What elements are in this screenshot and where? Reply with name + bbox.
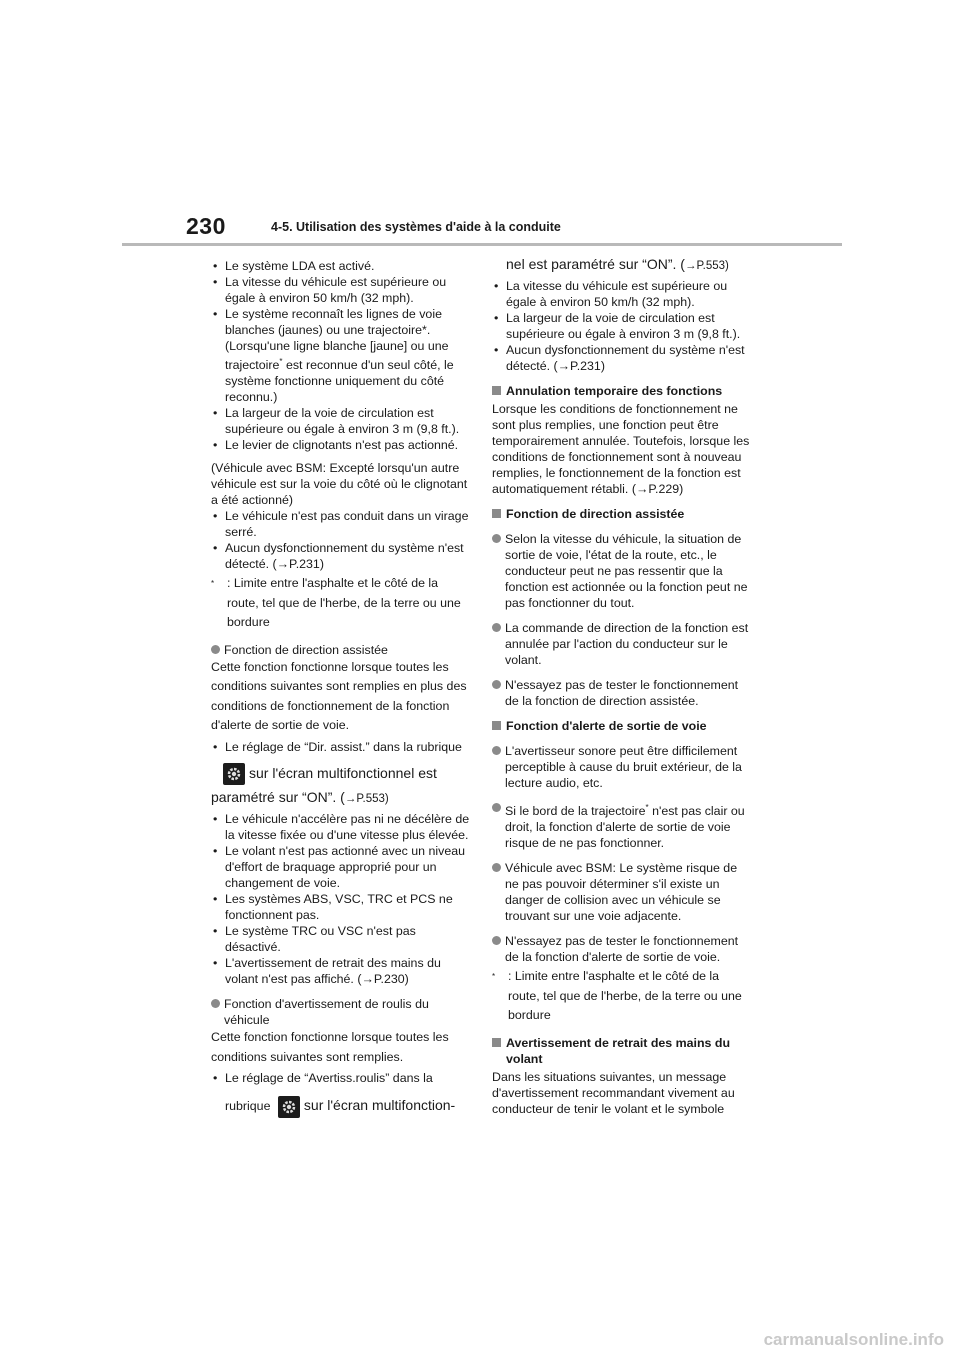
list-item: • La largeur de la voie de circulation est supérieure ou égale à environ 3 m (9,8 ft.).	[492, 310, 754, 342]
bullet-circle-icon	[492, 803, 501, 812]
list-item: N'essayez pas de tester le fonctionnement de la fonction d'alerte de sortie de voie.	[492, 933, 754, 965]
subsection-heading: Fonction de direction assistée	[211, 642, 471, 658]
list-item: • Le véhicule n'accélère pas ni ne décélère de la vitesse fixée ou d'une vitesse plus élevée.	[211, 811, 471, 843]
footnote: * : Limite entre l'asphalte et le côté de la route, tel que de l'herbe, de la terre ou une bordure	[492, 969, 742, 1023]
list-item: • Le réglage de “Dir. assist.” dans la rubrique	[211, 738, 471, 758]
section-heading: Fonction d'alerte de sortie de voie	[492, 718, 754, 734]
section-heading: Annulation temporaire des fonctions	[492, 383, 754, 399]
section-title: 4-5. Utilisation des systèmes d'aide à la conduite	[271, 220, 561, 234]
bullet-circle-icon	[211, 999, 220, 1008]
list-item: Selon la vitesse du véhicule, la situation de sortie de voie, l'état de la route, etc., le conducteur peut ne pas ressentir que la fonction est actionnée ou la fonction peut ne pas fonctionner du tout.	[492, 531, 754, 611]
list-item: La commande de direction de la fonction est annulée par l'action du conducteur sur le volant.	[492, 620, 754, 668]
list-item: L'avertisseur sonore peut être difficilement perceptible à cause du bruit extérieur, de la lecture audio, etc.	[492, 743, 754, 791]
bullet-circle-icon	[492, 534, 501, 543]
list-item-continuation: sur l'écran multifonctionnel est paramétré sur “ON”. (→P.553)	[211, 765, 437, 806]
list-item: • Le véhicule n'est pas conduit dans un virage serré.	[211, 508, 471, 540]
page-number: 230	[186, 213, 226, 239]
bullet-circle-icon	[492, 623, 501, 632]
bullet-circle-icon	[211, 645, 220, 654]
gear-icon	[278, 1096, 300, 1118]
list-item-continuation: rubrique sur l'écran multifonction-	[211, 1093, 471, 1118]
header-divider	[122, 243, 842, 246]
list-item: • Le système LDA est activé.	[211, 258, 471, 274]
list-item: • La vitesse du véhicule est supérieure ou égale à environ 50 km/h (32 mph).	[492, 278, 754, 310]
list-item: • La vitesse du véhicule est supérieure ou égale à environ 50 km/h (32 mph).	[211, 274, 471, 306]
paragraph: Lorsque les conditions de fonctionnement ne sont plus remplies, une fonction peut être temporairement annulée. Toutefois, lorsque les conditions de fonctionnement sont à nouveau remplies, le fonctionnement de la fonction est automatiquement rétabli. (→P.229)	[492, 402, 750, 496]
list-item: • Le système TRC ou VSC n'est pas désactivé.	[211, 923, 471, 955]
list-item: Si le bord de la trajectoire* n'est pas clair ou droit, la fonction d'alerte de sortie de voie risque de ne pas fonctionner.	[492, 800, 754, 851]
bullet-circle-icon	[492, 863, 501, 872]
bullet-square-icon	[492, 386, 501, 395]
list-item: • Le volant n'est pas actionné avec un niveau d'effort de braquage approprié pour un changement de voie.	[211, 843, 471, 891]
watermark: carmanualsonline.info	[763, 1330, 944, 1349]
list-item: Véhicule avec BSM: Le système risque de ne pas pouvoir déterminer s'il existe un danger de collision avec un véhicule se trouvant sur une voie adjacente.	[492, 860, 754, 924]
paragraph: Dans les situations suivantes, un message d'avertissement recommandant vivement au conducteur de tenir le volant et le symbole	[492, 1069, 735, 1116]
left-column	[211, 258, 471, 1118]
gear-icon	[223, 763, 245, 785]
list-item: • L'avertissement de retrait des mains du volant n'est pas affiché. (→P.230)	[211, 955, 471, 987]
list-item-continuation: nel est paramétré sur “ON”. (→P.553)	[506, 256, 729, 272]
footnote: * : Limite entre l'asphalte et le côté de la route, tel que de l'herbe, de la terre ou une bordure	[211, 576, 461, 630]
bullet-square-icon	[492, 721, 501, 730]
bullet-circle-icon	[492, 936, 501, 945]
right-column	[492, 258, 754, 1117]
list-item: • Aucun dysfonctionnement du système n'est détecté. (→P.231)	[492, 342, 754, 374]
paragraph: Cette fonction fonctionne lorsque toutes les conditions suivantes sont remplies.	[211, 1030, 449, 1064]
list-item: • Le réglage de “Avertiss.roulis” dans la	[211, 1069, 471, 1089]
list-item: • La largeur de la voie de circulation est supérieure ou égale à environ 3 m (9,8 ft.).	[211, 405, 471, 437]
list-item: N'essayez pas de tester le fonctionnement de la fonction de direction assistée.	[492, 677, 754, 709]
bullet-square-icon	[492, 509, 501, 518]
bullet-square-icon	[492, 1038, 501, 1047]
section-heading: Avertissement de retrait des mains du volant	[492, 1035, 754, 1067]
list-item: • Les systèmes ABS, VSC, TRC et PCS ne fonctionnent pas.	[211, 891, 471, 923]
bullet-circle-icon	[492, 680, 501, 689]
paragraph: (Véhicule avec BSM: Excepté lorsqu'un autre véhicule est sur la voie du côté où le clignotant a été actionné)	[211, 461, 468, 508]
section-heading: Fonction de direction assistée	[492, 506, 754, 522]
list-item: • Le levier de clignotants n'est pas actionné.	[211, 437, 471, 453]
subsection-heading: Fonction d'avertissement de roulis du véhicule	[211, 996, 471, 1028]
list-item: • Le système reconnaît les lignes de voie blanches (jaunes) ou une trajectoire*. (Lorsqu'une ligne blanche [jaune] ou une trajectoire* est reconnue d'un seul côté, le système fonctionne uniquement du côté reconnu.)	[211, 306, 471, 405]
list-item: • Aucun dysfonctionnement du système n'est détecté. (→P.231)	[211, 540, 471, 572]
paragraph: Cette fonction fonctionne lorsque toutes les conditions suivantes sont remplies en plus des conditions de fonctionnement de la fonction d'alerte de sortie de voie.	[211, 659, 467, 733]
bullet-circle-icon	[492, 746, 501, 755]
